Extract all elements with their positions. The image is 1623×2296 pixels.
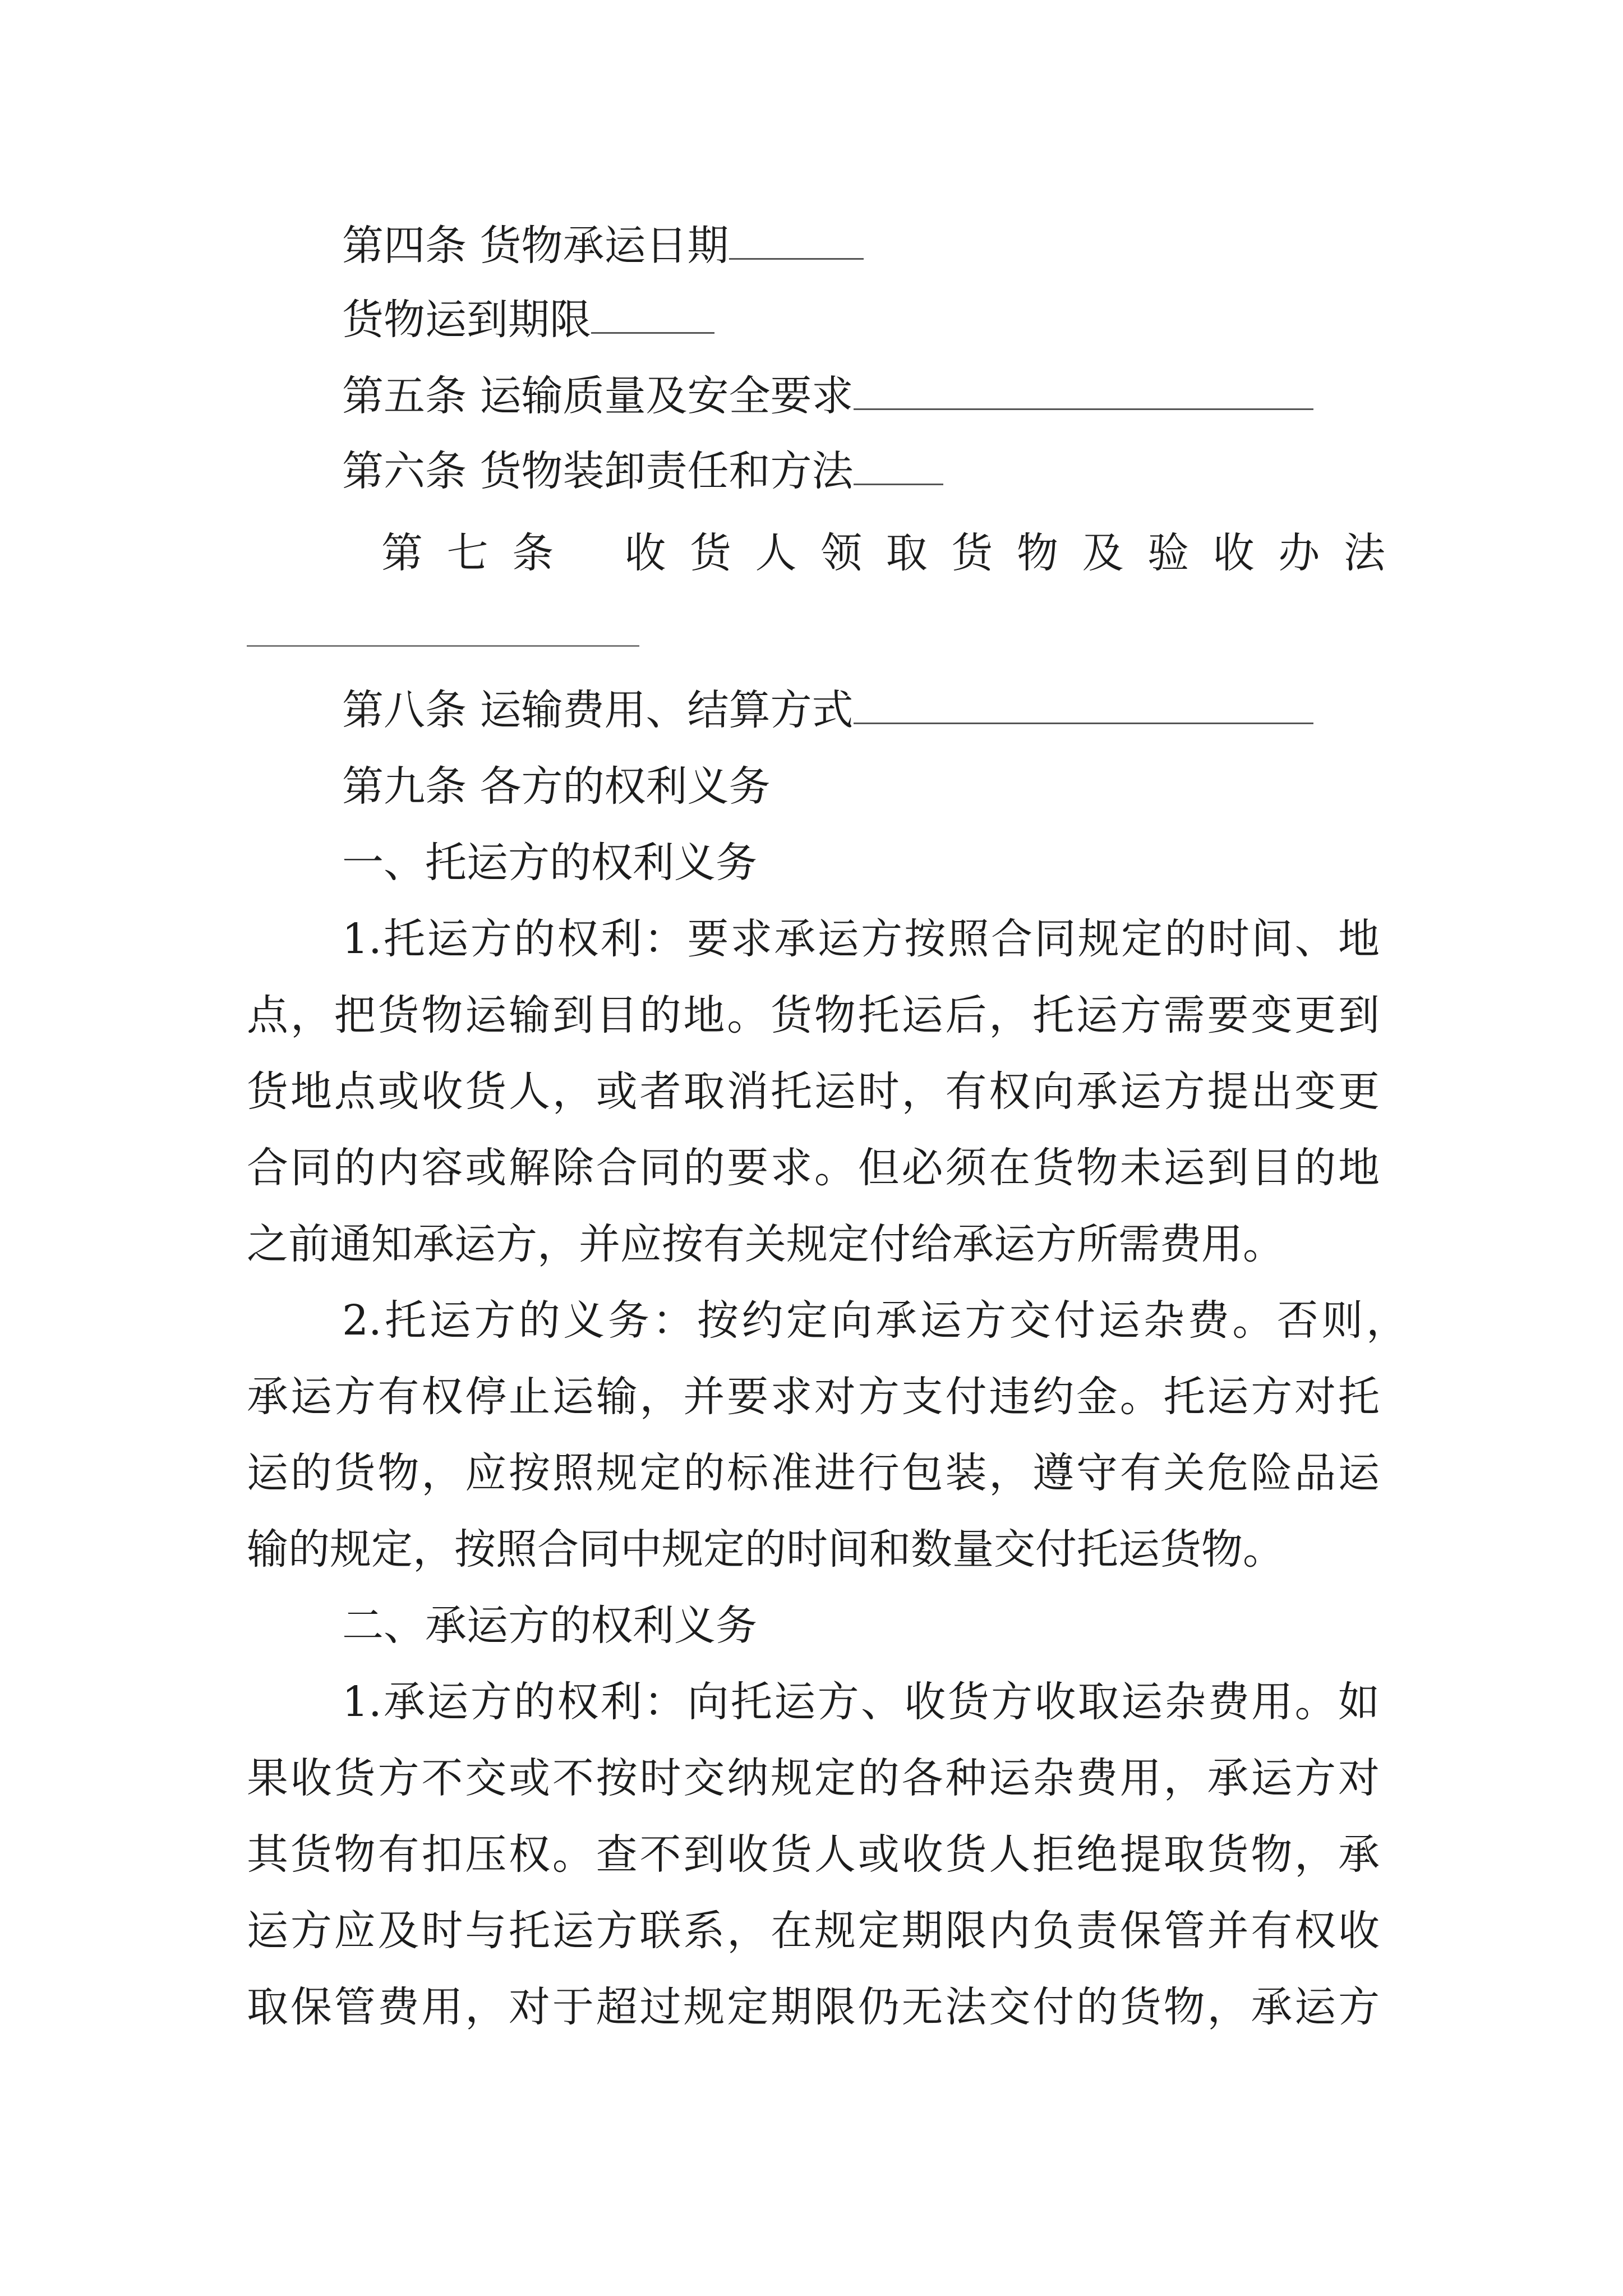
- article-6-line: [342, 438, 1475, 505]
- sec1-p1-line: 合同的内容或解除合同的要求。但必须在货物未运到目的地: [247, 1144, 1380, 1192]
- article-4-line: [342, 212, 1475, 279]
- article-8-blank: [854, 690, 1313, 724]
- sec1-p2-line: 2.托运方的义务：按约定向承运方交付运杂费。否则，: [342, 1296, 1408, 1345]
- sec1-p1-line: 货地点或收货人，或者取消托运时，有权向承运方提出变更: [247, 1068, 1380, 1116]
- article-5-text: 第五条 运输质量及安全要求: [342, 372, 854, 420]
- section-2-heading: 二、承运方的权利义务: [342, 1602, 757, 1650]
- sec1-p1-line: 之前通知承运方，并应按有关规定付给承运方所需费用。: [247, 1220, 1284, 1268]
- article-4-blank: [729, 226, 864, 260]
- article-4-deadline-blank: [591, 300, 714, 334]
- article-5-blank: [854, 376, 1313, 410]
- article-4-deadline-line: [342, 286, 1475, 353]
- article-9-heading: 第九条 各方的权利义务: [342, 762, 771, 811]
- sec2-p1-line: 运方应及时与托运方联系，在规定期限内负责保管并有权收: [247, 1907, 1380, 1955]
- sec1-p2-line: 运的货物，应按照规定的标准进行包装，遵守有关危险品运: [247, 1449, 1380, 1497]
- sec1-p1-line: 1.托运方的权利：要求承运方按照合同规定的时间、地: [342, 915, 1380, 963]
- article-8-line: [342, 677, 1475, 744]
- article-7-blank: [247, 645, 639, 647]
- article-8-text: 第八条 运输费用、结算方式: [342, 686, 854, 734]
- article-7-line: 第 七 条 收 货 人 领 取 货 物 及 验 收 办 法: [381, 529, 1385, 577]
- sec2-p1-line: 取保管费用，对于超过规定期限仍无法交付的货物，承运方: [247, 1983, 1380, 2031]
- article-6-text: 第六条 货物装卸责任和方法: [342, 447, 854, 495]
- sec2-p1-line: 1.承运方的权利：向托运方、收货方收取运杂费用。如: [342, 1678, 1380, 1726]
- sec1-p2-line: 输的规定，按照合同中规定的时间和数量交付托运货物。: [247, 1525, 1284, 1573]
- sec2-p1-line: 果收货方不交或不按时交纳规定的各种运杂费用，承运方对: [247, 1754, 1380, 1802]
- article-5-line: [342, 362, 1475, 430]
- sec1-p1-line: 点，把货物运输到目的地。货物托运后，托运方需要变更到: [247, 991, 1380, 1039]
- article-6-blank: [854, 451, 943, 485]
- article-4-deadline-text: 货物运到期限: [342, 296, 591, 344]
- article-4-text: 第四条 货物承运日期: [342, 222, 729, 270]
- section-1-heading: 一、托运方的权利义务: [342, 839, 757, 887]
- sec2-p1-line: 其货物有扣压权。查不到收货人或收货人拒绝提取货物，承: [247, 1830, 1380, 1879]
- sec1-p2-line: 承运方有权停止运输，并要求对方支付违约金。托运方对托: [247, 1373, 1380, 1421]
